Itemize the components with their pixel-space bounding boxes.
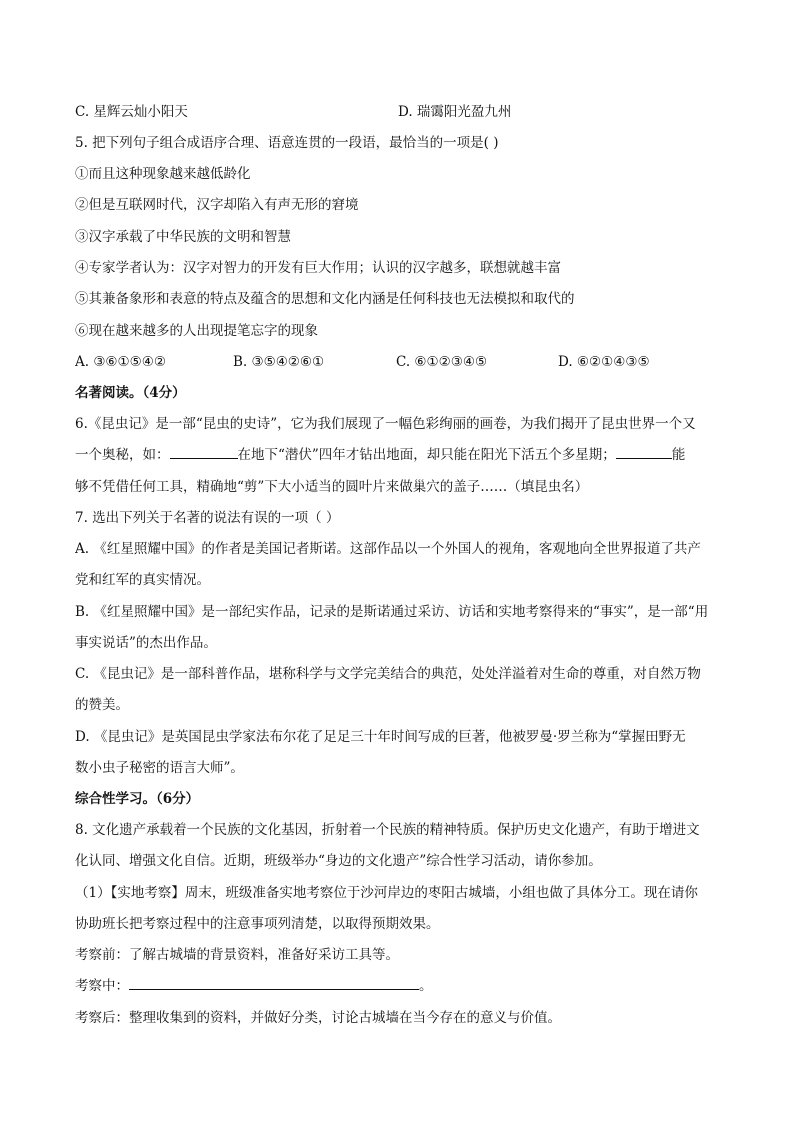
q4-option-d: D. 瑞霭阳光盈九州	[398, 104, 512, 120]
q8-during-visit	[75, 975, 725, 997]
q7-option-d-line-2: 数小虫子秘密的语言大师”。	[75, 760, 244, 776]
q5-sentence-3: ③汉字承载了中华民族的文明和智慧	[75, 229, 291, 245]
q6-line-2-middle: 在地下“潜伏”四年才钻出地面，却只能在阳光下活五个多星期；	[237, 447, 616, 463]
q5-sentence-4: ④专家学者认为：汉字对智力的开发有巨大作用；认识的汉字越多，联想就越丰富	[75, 260, 561, 276]
q8-part1-line-1: （1）【实地考察】周末，班级准备实地考察位于沙河岸边的枣阳古城墙，小组也做了具体分工。现在请你	[75, 885, 698, 901]
q5-sentence-6: ⑥现在越来越多的人出现提笔忘字的现象	[75, 323, 318, 339]
q8-intro-line-1: 8. 文化遗产承载着一个民族的文化基因，折射着一个民族的精神特质。保护历史文化遗产，有助于增进文	[75, 822, 700, 838]
q7-option-d-line-1: D. 《昆虫记》是英国昆虫学家法布尔花了足足三十年时间写成的巨著，他被罗曼·罗兰称为“掌握田野无	[75, 729, 686, 745]
q7-option-c-line-1: C. 《昆虫记》是一部科普作品，堪称科学与文学完美结合的典范，处处洋溢着对生命的尊重，对自然万物	[75, 666, 701, 682]
q6-line-2-start: 一个奥秘，如：	[75, 447, 170, 463]
q7-option-a-line-2: 党和红军的真实情况。	[75, 572, 210, 588]
q7-option-b-line-1: B. 《红星照耀中国》是一部纪实作品，记录的是斯诺通过采访、访话和实地考察得来的“事实”，是一部“用	[75, 604, 709, 620]
q5-sentence-2: ②但是互联网时代，汉字却陷入有声无形的窘境	[75, 197, 359, 213]
q5-option-a: A. ③⑥①⑤④②	[75, 354, 166, 370]
q5-option-b: B. ③⑤④②⑥①	[233, 354, 325, 370]
q8-after-visit: 考察后：整理收集到的资料，并做好分类，讨论古城墙在当今存在的意义与价值。	[75, 1010, 561, 1026]
q8-during-end: 。	[419, 978, 433, 994]
q8-before-visit: 考察前：了解古城墙的背景资料，准备好采访工具等。	[75, 947, 399, 963]
section-heading-comprehensive: 综合性学习。（6分）	[75, 791, 200, 807]
q5-stem: 5. 把下列句子组合成语序合理、语意连贯的一段语，最恰当的一项是( )	[75, 135, 499, 151]
q4-option-c: C. 星辉云灿小阳天	[75, 104, 188, 120]
q5-sentence-5: ⑤其兼备象形和表意的特点及蕴含的思想和文化内涵是任何科技也无法模拟和取代的	[75, 291, 575, 307]
q6-line-1: 6.《昆虫记》是一部“昆虫的史诗”，它为我们展现了一幅色彩绚丽的画卷，为我们揭开了昆虫世界一个又	[75, 416, 696, 432]
q5-option-d: D. ⑥②①④③⑤	[558, 354, 650, 370]
q7-option-b-line-2: 事实说话”的杰出作品。	[75, 635, 217, 651]
q6-line-3: 够不凭借任何工具，精确地“剪”下大小适当的圆叶片来做巢穴的盖子……（填昆虫名）	[75, 479, 589, 495]
q7-option-a-line-1: A. 《红星照耀中国》的作者是美国记者斯诺。这部作品以一个外国人的视角，客观地向全世界报道了共产	[75, 541, 701, 557]
q7-option-c-line-2: 的赞美。	[75, 697, 129, 713]
q6-blank-2[interactable]	[616, 444, 672, 459]
section-heading-reading: 名著阅读。（4分）	[75, 385, 186, 401]
q4-options-row	[75, 101, 725, 123]
q8-during-answer-blank[interactable]	[129, 975, 419, 990]
q6-line-2	[75, 444, 725, 466]
q8-intro-line-2: 化认同、增强文化自信。近期，班级举办“身边的文化遗产”综合性学习活动，请你参加。	[75, 853, 602, 869]
q8-during-label: 考察中：	[75, 978, 129, 994]
q6-blank-1[interactable]	[170, 444, 238, 459]
q5-options-row	[75, 351, 725, 373]
q5-option-c: C. ⑥①②③④⑤	[396, 354, 488, 370]
q7-stem: 7. 选出下列关于名著的说法有误的一项（ ）	[75, 510, 340, 526]
q6-line-2-end: 能	[671, 447, 686, 463]
q8-part1-line-2: 协助班长把考察过程中的注意事项列清楚，以取得预期效果。	[75, 916, 440, 932]
q5-sentence-1: ①而且这种现象越来越低龄化	[75, 166, 251, 182]
